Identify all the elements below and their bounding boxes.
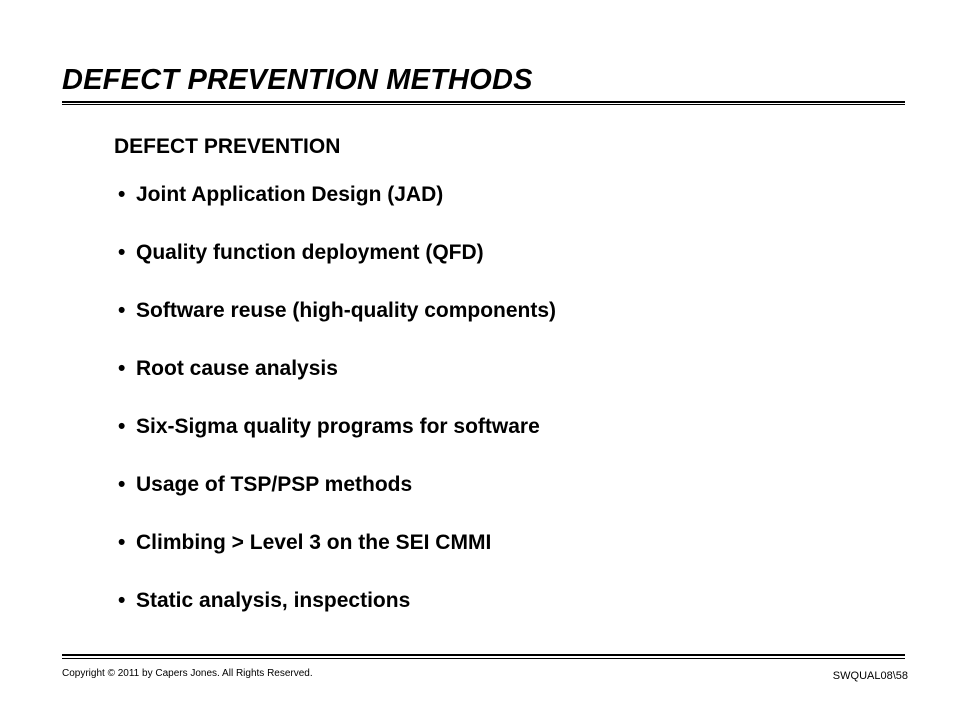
section-heading: DEFECT PREVENTION bbox=[114, 135, 341, 158]
list-item bbox=[118, 354, 556, 412]
bullet-text: Joint Application Design (JAD) bbox=[136, 183, 444, 206]
list-item bbox=[118, 412, 556, 470]
slide-title: DEFECT PREVENTION METHODS bbox=[62, 64, 533, 96]
list-item bbox=[118, 528, 556, 586]
bullet-icon: • bbox=[118, 589, 126, 612]
bullet-icon: • bbox=[118, 357, 126, 380]
bullet-icon: • bbox=[118, 299, 126, 322]
list-item bbox=[118, 180, 556, 238]
bullet-text: Quality function deployment (QFD) bbox=[136, 241, 484, 264]
title-rule-thin bbox=[62, 104, 905, 105]
title-rule-thick bbox=[62, 101, 905, 103]
list-item bbox=[118, 470, 556, 528]
bullet-text: Climbing > Level 3 on the SEI CMMI bbox=[136, 531, 492, 554]
list-item bbox=[118, 238, 556, 296]
list-item bbox=[118, 296, 556, 354]
bullet-text: Six-Sigma quality programs for software bbox=[136, 415, 540, 438]
bullet-icon: • bbox=[118, 531, 126, 554]
bullet-text: Software reuse (high-quality components) bbox=[136, 299, 557, 322]
footer-rule-thin bbox=[62, 658, 905, 659]
bullet-text: Usage of TSP/PSP methods bbox=[136, 473, 413, 496]
slide-code: SWQUAL08\58 bbox=[832, 670, 908, 682]
bullet-icon: • bbox=[118, 241, 126, 264]
bullet-text: Root cause analysis bbox=[136, 357, 338, 380]
bullet-icon: • bbox=[118, 183, 126, 206]
footer-rule-thick bbox=[62, 654, 905, 656]
bullet-text: Static analysis, inspections bbox=[136, 589, 411, 612]
bullet-list bbox=[118, 180, 556, 644]
bullet-icon: • bbox=[118, 415, 126, 438]
copyright-text: Copyright © 2011 by Capers Jones. All Rights Reserved. bbox=[62, 668, 313, 679]
bullet-icon: • bbox=[118, 473, 126, 496]
list-item bbox=[118, 586, 556, 644]
